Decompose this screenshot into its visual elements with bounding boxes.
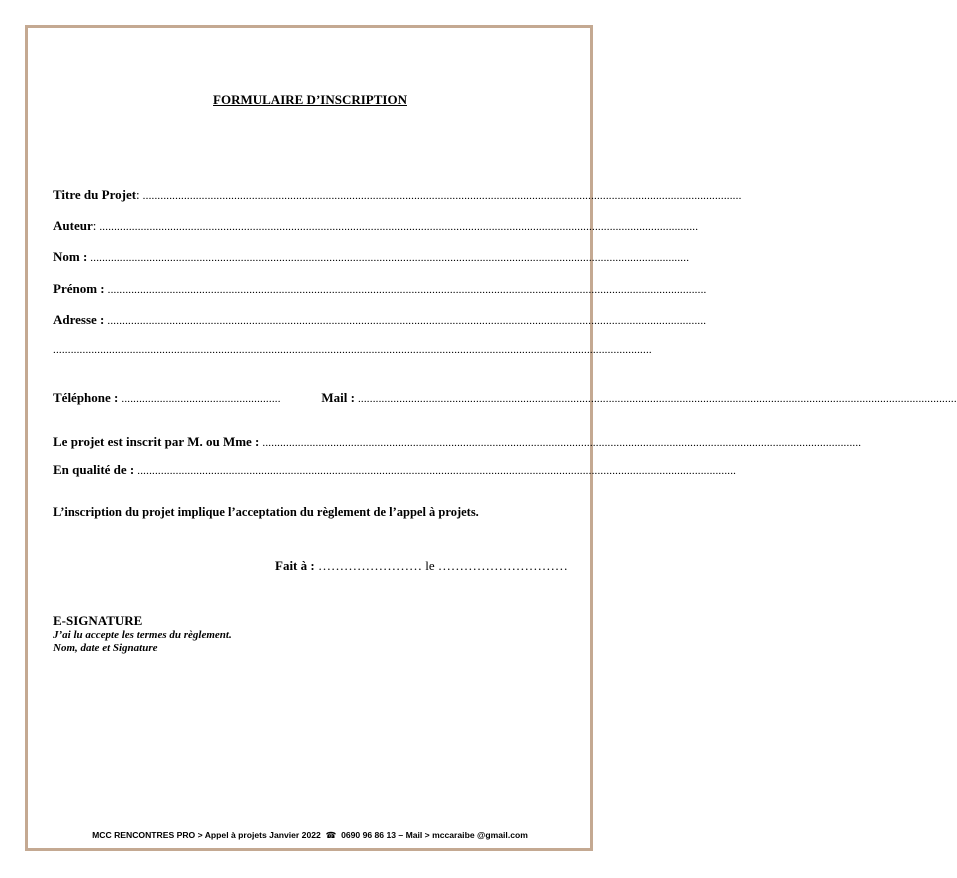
field-telephone-mail [53, 390, 957, 406]
fait-label: Fait à : [275, 558, 315, 573]
qualite-dots[interactable]: ........................................................................................................................................................................................................... [137, 465, 737, 477]
signature-title: E-SIGNATURE [53, 613, 143, 628]
field-adresse-line2[interactable] [53, 344, 652, 356]
signature-block [53, 613, 232, 655]
mail-dots[interactable]: ........................................................................................................................................................................................................... [357, 393, 957, 405]
adresse-label: Adresse : [53, 312, 105, 327]
field-qualite[interactable] [53, 462, 737, 478]
auteur-dots[interactable]: ........................................................................................................................................................................................................... [99, 221, 699, 233]
form-title: FORMULAIRE D’INSCRIPTION [213, 92, 407, 107]
prenom-label: Prénom : [53, 281, 105, 296]
mail-label: Mail : [321, 390, 355, 405]
footer-text-after: 0690 96 86 13 – Mail > mccaraibe @gmail.com [341, 830, 528, 840]
signature-line-1: J’ai lu accepte les termes du règlement. [53, 629, 232, 641]
field-inscrit-par[interactable] [53, 434, 862, 450]
fait-place-dots[interactable]: …………………… [314, 558, 426, 573]
nom-dots[interactable]: ........................................................................................................................................................................................................... [90, 252, 690, 264]
adresse-dots[interactable]: ........................................................................................................................................................................................................... [107, 315, 707, 327]
telephone-dots[interactable]: ...................................................... [121, 393, 281, 405]
telephone-label: Téléphone : [53, 390, 119, 405]
auteur-separator: : [92, 218, 97, 233]
field-titre-projet[interactable] [53, 187, 742, 203]
fait-date-dots[interactable]: ………………………… [434, 558, 568, 573]
acceptance-statement: L’inscription du projet implique l’acceptation du règlement de l’appel à projets. [53, 505, 479, 519]
titre-label: Titre du Projet [53, 187, 137, 202]
field-nom[interactable] [53, 249, 690, 265]
field-adresse[interactable] [53, 312, 707, 328]
adresse-line2-dots[interactable]: ........................................................................................................................................................................................................... [53, 344, 652, 356]
footer [0, 830, 620, 841]
signature-line-2: Nom, date et Signature [53, 642, 158, 654]
footer-text-before: MCC RENCONTRES PRO > Appel à projets Janvier 2022 [92, 830, 321, 840]
titre-separator: : [136, 187, 140, 202]
fait-a-line[interactable] [275, 558, 568, 574]
inscrit-label: Le projet est inscrit par M. ou Mme : [53, 434, 260, 449]
field-auteur[interactable] [53, 218, 699, 234]
prenom-dots[interactable]: ........................................................................................................................................................................................................... [107, 284, 707, 296]
field-prenom[interactable] [53, 281, 707, 297]
qualite-label: En qualité de : [53, 462, 135, 477]
auteur-label: Auteur [53, 218, 93, 233]
titre-dots[interactable]: ........................................................................................................................................................................................................... [142, 190, 742, 202]
phone-icon: ☎ [323, 830, 339, 840]
inscrit-dots[interactable]: ........................................................................................................................................................................................................... [262, 437, 862, 449]
nom-label: Nom : [53, 249, 88, 264]
fait-le: le [425, 558, 435, 573]
